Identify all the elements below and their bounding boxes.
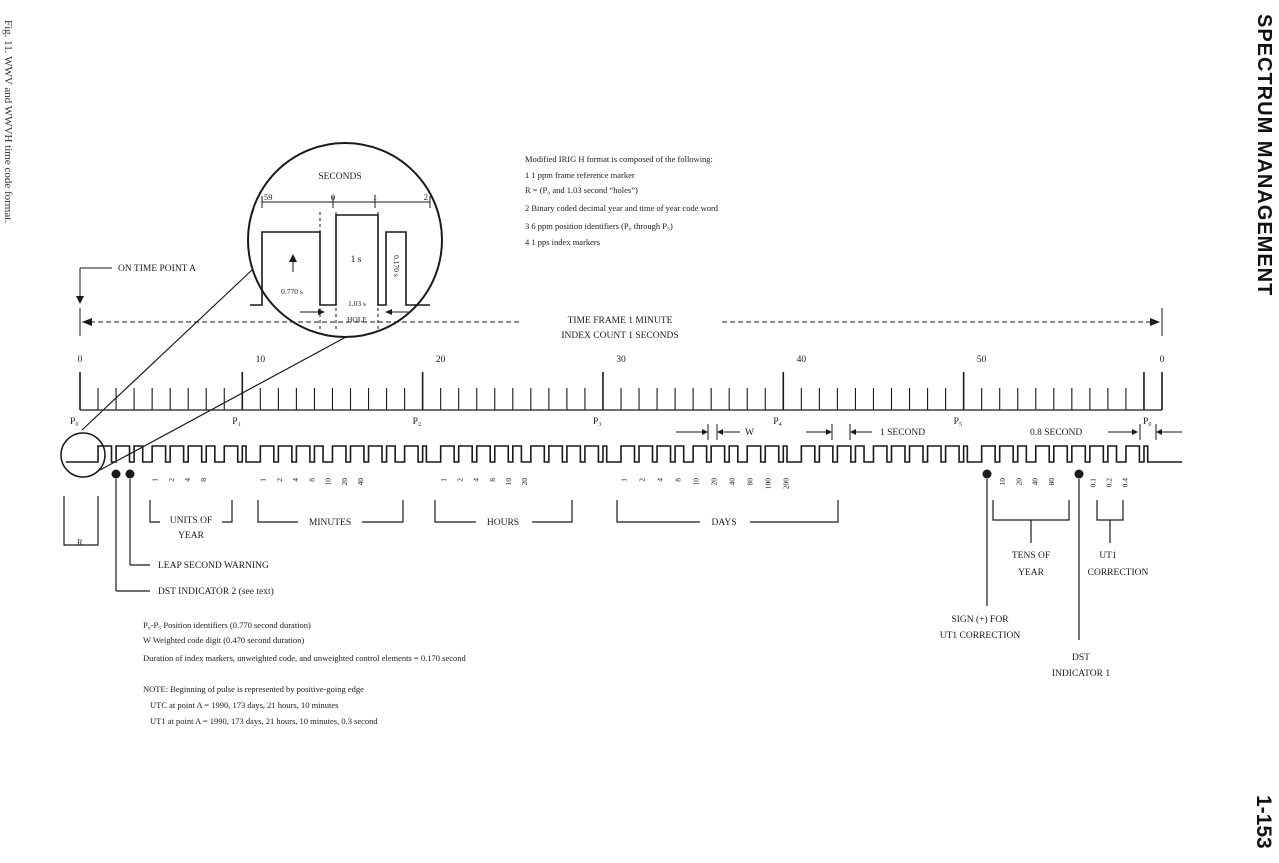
bit-weight-label: 1 <box>439 478 449 482</box>
dst1-label-1: DST <box>1072 653 1090 663</box>
leap-second-dot <box>126 470 135 479</box>
bit-weight-label: 10 <box>691 478 701 486</box>
pulse-train <box>66 446 1182 462</box>
second-tick-label: 50 <box>976 355 987 365</box>
sign-ut1-label-1: SIGN (+) FOR <box>951 615 1009 625</box>
pulse-annotations <box>676 424 1182 440</box>
note-line-1: NOTE: Beginning of pulse is represented by positive-going edge <box>143 684 364 694</box>
bit-weight-label: 8 <box>199 478 209 482</box>
bit-weight-label: 4 <box>471 478 481 482</box>
inset-hole-label-2: HOLE <box>347 315 367 324</box>
arrowhead <box>826 429 832 435</box>
dst2-label: DST INDICATOR 2 (see text) <box>158 587 274 597</box>
bit-weight-label: 40 <box>727 478 737 486</box>
composition-item-3: 3 6 ppm position identifiers (P₀ through P₅) <box>525 221 673 231</box>
bit-weight-label: 10 <box>998 478 1008 486</box>
sign-ut1-label-2: UT1 CORRECTION <box>939 631 1021 641</box>
leap-second-label: LEAP SECOND WARNING <box>158 561 269 571</box>
time-frame-span <box>80 308 1162 342</box>
inset-arrowhead <box>318 309 325 315</box>
time-frame-arrowhead <box>1150 318 1160 326</box>
w-label: W <box>745 428 754 438</box>
position-identifier-label: P₄ <box>773 417 782 427</box>
bit-weight-label: 80 <box>745 478 755 486</box>
bit-weight-label: 0.2 <box>1104 478 1114 488</box>
sign-ut1-dot <box>983 470 992 479</box>
dst1-dot <box>1075 470 1084 479</box>
inset-tick-label: 2 <box>423 192 428 202</box>
tens-of-year-label-1: TENS OF <box>1011 551 1051 561</box>
figure-caption: Fig. 11. WWV and WWVH time code format. <box>2 20 14 224</box>
bit-weight-label: 2 <box>274 478 284 482</box>
position-identifier-label: P₂ <box>412 417 422 427</box>
arrowhead <box>850 429 856 435</box>
bit-weight-label: 80 <box>1046 478 1056 486</box>
second-tick-label: 20 <box>435 355 446 365</box>
time-frame-label-2: INDEX COUNT 1 SECONDS <box>561 331 679 341</box>
composition-item-1: 1 1 ppm frame reference marker <box>525 170 635 180</box>
bit-weight-label: 8 <box>487 478 497 482</box>
note-line-2: UTC at point A = 1990, 173 days, 21 hours, 10 minutes <box>150 700 339 710</box>
bit-weight-label: 20 <box>709 478 719 486</box>
second-tick-label: 10 <box>255 355 266 365</box>
days-label: DAYS <box>711 518 737 528</box>
arrowhead <box>717 429 723 435</box>
bit-weight-label: 0.4 <box>1120 478 1130 488</box>
second-tick-label: 30 <box>616 355 626 365</box>
bit-weight-label: 100 <box>763 478 773 490</box>
second-tick-label: 40 <box>796 355 807 365</box>
bit-weight-label: 2 <box>637 478 647 482</box>
tens-bracket <box>993 500 1069 520</box>
ut1-correction-label-1: UT1 <box>1099 551 1117 561</box>
composition-item-1b: R = (P₀ and 1.03 second “holes”) <box>525 185 638 195</box>
second-tick-label: 0 <box>77 355 83 365</box>
tens-of-year-label-2: YEAR <box>1018 568 1044 578</box>
bit-weight-label: 40 <box>1030 478 1040 486</box>
bit-weights <box>151 478 1130 490</box>
hours-label: HOURS <box>486 518 520 528</box>
note <box>143 684 378 726</box>
legend-line-2: W Weighted code digit (0.470 second duration) <box>143 635 305 645</box>
legend <box>143 620 466 663</box>
point8-second-label: 0.8 SECOND <box>1030 428 1083 438</box>
dst1-label-2: INDICATOR 1 <box>1051 669 1111 679</box>
bit-weight-label: 10 <box>323 478 333 486</box>
bit-weight-label: 1 <box>619 478 629 482</box>
position-identifier-label: P₀ <box>70 417 79 427</box>
inset-arrowhead <box>385 309 392 315</box>
one-second-label: 1 SECOND <box>880 428 926 438</box>
ut1-bracket <box>1097 500 1123 520</box>
arrowhead <box>702 429 708 435</box>
legend-line-3: Duration of index markers, unweighted code, and unweighted control elements = 0.170 second <box>143 653 466 663</box>
page-header: SPECTRUM MANAGEMENT <box>1253 14 1275 297</box>
inset-connector <box>82 270 252 430</box>
inset-waveform <box>250 215 430 305</box>
position-identifier-label: P₃ <box>592 417 602 427</box>
ut1-correction-label-2: CORRECTION <box>1087 568 1149 578</box>
minutes-label: MINUTES <box>308 518 352 528</box>
on-time-arrowhead <box>76 296 84 304</box>
on-time-label: ON TIME POINT A <box>118 264 197 274</box>
inset-tick-label: 1 <box>372 192 378 202</box>
inset-hole-label-1: 1.03 s <box>348 299 366 308</box>
inset-0170-label: 0.170 s <box>392 255 401 277</box>
bit-weight-label: 4 <box>291 478 301 482</box>
bit-weight-label: 20 <box>520 478 530 486</box>
r-label: R <box>77 537 83 547</box>
bit-weight-label: 1 <box>150 478 160 482</box>
page-number: 1-153 <box>1252 795 1275 849</box>
time-frame-arrowhead <box>82 318 92 326</box>
inset-tick-label: 0 <box>330 192 336 202</box>
bit-weight-label: 4 <box>183 478 193 482</box>
arrowhead <box>1132 429 1138 435</box>
bit-weight-label: 20 <box>1014 478 1024 486</box>
dst2-dot <box>112 470 121 479</box>
second-tick-label: 0 <box>1159 355 1165 365</box>
note-line-3: UT1 at point A = 1990, 173 days, 21 hours, 10 minutes, 0.3 second <box>150 716 378 726</box>
bit-weight-label: 4 <box>655 478 665 482</box>
magnifier-inset <box>248 143 442 337</box>
bit-weight-label: 10 <box>503 478 513 486</box>
units-of-year-label-1: UNITS OF <box>169 516 213 526</box>
bit-weight-label: 200 <box>781 478 791 490</box>
inset-0770-label: 0.770 s <box>281 287 303 296</box>
bit-weight-label: 2 <box>455 478 465 482</box>
arrowhead <box>1156 429 1162 435</box>
bit-weight-label: 40 <box>356 478 366 486</box>
bit-weight-label: 8 <box>307 478 317 482</box>
position-identifier-label: P₀ <box>1142 417 1152 427</box>
inset-tick-label: 59 <box>264 192 273 202</box>
units-of-year-label-2: YEAR <box>178 531 204 541</box>
bit-weight-label: 2 <box>166 478 176 482</box>
bit-weight-label: 1 <box>258 478 268 482</box>
position-identifier-label: P₁ <box>232 417 241 427</box>
position-identifier-label: P₅ <box>953 417 963 427</box>
composition-item-4: 4 1 pps index markers <box>525 237 601 247</box>
second-scale <box>70 355 1165 427</box>
bit-weight-label: 20 <box>339 478 349 486</box>
inset-title: SECONDS <box>318 172 362 182</box>
composition-note <box>525 154 719 247</box>
bit-weight-label: 0.1 <box>1088 478 1098 488</box>
composition-item-2: 2 Binary coded decimal year and time of year code word <box>525 203 719 213</box>
composition-title: Modified IRIG H format is composed of the following: <box>525 154 713 164</box>
inset-arrowhead <box>289 254 297 262</box>
time-frame-label-1: TIME FRAME 1 MINUTE <box>567 316 673 326</box>
legend-line-1: P₀-P₅ Position identifiers (0.770 second duration) <box>143 620 311 630</box>
inset-pulse-label: 1 s <box>350 255 362 265</box>
bit-weight-label: 8 <box>673 478 683 482</box>
on-time-point <box>76 264 196 304</box>
